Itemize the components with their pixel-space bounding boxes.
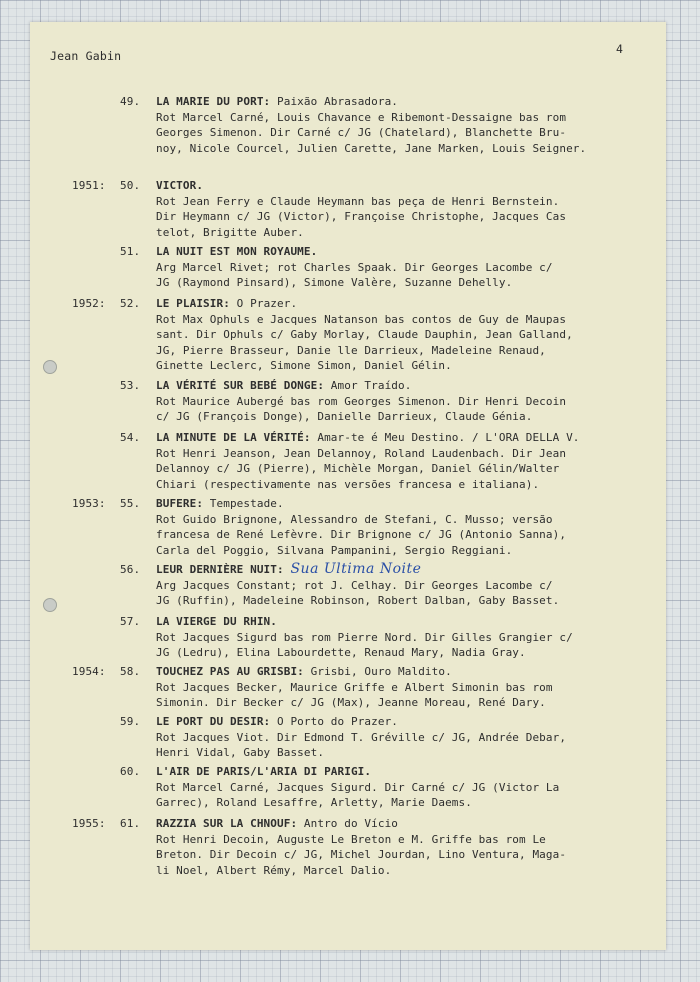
film-number: 49. bbox=[120, 95, 141, 108]
film-title: LA VÉRITÉ SUR BEBÉ DONGE: bbox=[156, 379, 325, 392]
film-number: 54. bbox=[120, 431, 141, 444]
film-translated-title: Amar-te é Meu Destino. / L'ORA DELLA V. bbox=[310, 431, 580, 444]
film-credit-line: francesa de René Lefèvre. Dir Brignone c/ JG (Antonio Sanna), bbox=[156, 528, 567, 541]
film-title-line bbox=[156, 614, 656, 630]
film-title-line bbox=[156, 562, 656, 578]
film-number: 55. bbox=[120, 497, 141, 510]
film-credit-line: li Noel, Albert Rémy, Marcel Dalio. bbox=[156, 863, 392, 877]
film-title: L'AIR DE PARIS/L'ARIA DI PARIGI. bbox=[156, 765, 372, 778]
film-credit-line: Carla del Poggio, Silvana Pampanini, Sergio Reggiani. bbox=[156, 543, 513, 557]
film-credit-line: Rot Henri Jeanson, Jean Delannoy, Roland Laudenbach. Dir Jean bbox=[156, 446, 567, 460]
film-number: 56. bbox=[120, 563, 141, 576]
film-translated-title: Antro do Vício bbox=[297, 817, 399, 830]
film-title: LE PLAISIR: bbox=[156, 297, 230, 310]
film-details bbox=[156, 816, 656, 878]
film-credit-line: Henri Vidal, Gaby Basset. bbox=[156, 746, 325, 759]
film-title: BUFERE: bbox=[156, 497, 204, 510]
film-number: 59. bbox=[120, 715, 141, 728]
film-number: 52. bbox=[120, 297, 141, 310]
film-credit-line: sant. Dir Ophuls c/ Gaby Morlay, Claude Dauphin, Jean Galland, bbox=[156, 328, 573, 341]
film-title-line bbox=[156, 430, 656, 446]
film-credit-line: Rot Max Ophuls e Jacques Natanson bas contos de Guy de Maupas bbox=[156, 312, 567, 326]
film-credit-line: Rot Guido Brignone, Alessandro de Stefani, C. Musso; versão bbox=[156, 512, 553, 526]
film-title-line bbox=[156, 94, 656, 110]
film-title-line bbox=[156, 496, 656, 512]
film-details bbox=[156, 430, 656, 492]
film-title-line bbox=[156, 664, 656, 680]
film-title: TOUCHEZ PAS AU GRISBI: bbox=[156, 665, 304, 678]
film-title: LA VIERGE DU RHIN. bbox=[156, 615, 278, 628]
film-credit-line: JG (Ruffin), Madeleine Robinson, Robert Dalban, Gaby Basset. bbox=[156, 594, 560, 607]
film-credit-line: Simonin. Dir Becker c/ JG (Max), Jeanne Moreau, René Dary. bbox=[156, 696, 546, 709]
film-title: VICTOR. bbox=[156, 179, 204, 192]
film-translated-title: O Prazer. bbox=[229, 297, 298, 310]
film-title: LA NUIT EST MON ROYAUME. bbox=[156, 245, 318, 258]
film-number: 60. bbox=[120, 765, 141, 778]
film-translated-title: Paixão Abrasadora. bbox=[270, 95, 399, 108]
film-credit-line: JG (Raymond Pinsard), Simone Valère, Suzanne Dehelly. bbox=[156, 276, 513, 289]
handwritten-annotation: Sua Ultima Noite bbox=[290, 561, 422, 577]
film-credit-line: Arg Jacques Constant; rot J. Celhay. Dir Georges Lacombe c/ bbox=[156, 578, 553, 592]
film-year: 1955: bbox=[72, 817, 106, 830]
film-translated-title: Tempestade. bbox=[203, 497, 284, 510]
film-number: 61. bbox=[120, 817, 141, 830]
film-credit-line: Rot Marcel Carné, Jacques Sigurd. Dir Carné c/ JG (Victor La bbox=[156, 780, 560, 794]
film-credit-line: Rot Jacques Sigurd bas rom Pierre Nord. Dir Gilles Grangier c/ bbox=[156, 630, 573, 644]
film-title: LE PORT DU DESIR: bbox=[156, 715, 271, 728]
film-title-line bbox=[156, 378, 656, 394]
film-details bbox=[156, 244, 656, 291]
film-details bbox=[156, 296, 656, 374]
film-details bbox=[156, 764, 656, 811]
film-number: 50. bbox=[120, 179, 141, 192]
page-number: 4 bbox=[616, 42, 624, 56]
film-number: 53. bbox=[120, 379, 141, 392]
film-credit-line: Rot Jean Ferry e Claude Heymann bas peça de Henri Bernstein. bbox=[156, 194, 560, 208]
film-credit-line: c/ JG (François Donge), Danielle Darrieux, Claude Génia. bbox=[156, 410, 533, 423]
film-translated-title: O Porto do Prazer. bbox=[270, 715, 399, 728]
film-title-line bbox=[156, 178, 656, 194]
film-title-line bbox=[156, 764, 656, 780]
film-translated-title: Grisbi, Ouro Maldito. bbox=[303, 665, 452, 678]
film-details bbox=[156, 614, 656, 661]
film-title: RAZZIA SUR LA CHNOUF: bbox=[156, 817, 298, 830]
film-number: 57. bbox=[120, 615, 141, 628]
film-credit-line: Rot Jacques Becker, Maurice Griffe e Albert Simonin bas rom bbox=[156, 680, 553, 694]
film-credit-line: Breton. Dir Decoin c/ JG, Michel Jourdan, Lino Ventura, Maga- bbox=[156, 848, 567, 861]
film-year: 1951: bbox=[72, 179, 106, 192]
film-credit-line: Rot Jacques Viot. Dir Edmond T. Gréville c/ JG, Andrée Debar, bbox=[156, 730, 567, 744]
film-year: 1954: bbox=[72, 665, 106, 678]
film-credit-line: Rot Henri Decoin, Auguste Le Breton e M. Griffe bas rom Le bbox=[156, 832, 546, 846]
film-credit-line: Arg Marcel Rivet; rot Charles Spaak. Dir Georges Lacombe c/ bbox=[156, 260, 553, 274]
film-details bbox=[156, 178, 656, 240]
film-details bbox=[156, 664, 656, 711]
film-title-line bbox=[156, 296, 656, 312]
film-title-line bbox=[156, 816, 656, 832]
document-page bbox=[30, 22, 666, 950]
film-year: 1952: bbox=[72, 297, 106, 310]
film-credit-line: JG, Pierre Brasseur, Danie lle Darrieux, Madeleine Renaud, bbox=[156, 343, 546, 357]
film-details bbox=[156, 496, 656, 558]
film-credit-line: Dir Heymann c/ JG (Victor), Françoise Christophe, Jacques Cas bbox=[156, 210, 567, 223]
film-credit-line: Georges Simenon. Dir Carné c/ JG (Chatelard), Blanchette Bru- bbox=[156, 126, 567, 139]
film-credit-line: JG (Ledru), Elina Labourdette, Renaud Mary, Nadia Gray. bbox=[156, 646, 526, 659]
film-title-line bbox=[156, 714, 656, 730]
film-credit-line: Rot Maurice Aubergé bas rom Georges Simenon. Dir Henri Decoin bbox=[156, 394, 567, 408]
film-details bbox=[156, 562, 656, 609]
film-credit-line: Chiari (respectivamente nas versões francesa e italiana). bbox=[156, 477, 540, 491]
film-number: 58. bbox=[120, 665, 141, 678]
film-details bbox=[156, 94, 656, 156]
film-credit-line: Ginette Leclerc, Simone Simon, Daniel Gélin. bbox=[156, 359, 452, 372]
film-title-line bbox=[156, 244, 656, 260]
film-title: LEUR DERNIÈRE NUIT: bbox=[156, 563, 284, 576]
film-year: 1953: bbox=[72, 497, 106, 510]
film-title: LA MINUTE DE LA VÉRITÉ: bbox=[156, 431, 311, 444]
film-details bbox=[156, 378, 656, 425]
film-number: 51. bbox=[120, 245, 141, 258]
film-credit-line: telot, Brigitte Auber. bbox=[156, 225, 304, 239]
film-credit-line: Rot Marcel Carné, Louis Chavance e Ribemont-Dessaigne bas rom bbox=[156, 110, 567, 124]
film-credit-line: Delannoy c/ JG (Pierre), Michèle Morgan, Daniel Gélin/Walter bbox=[156, 462, 560, 475]
author-header: Jean Gabin bbox=[50, 49, 122, 63]
film-credit-line: noy, Nicole Courcel, Julien Carette, Jane Marken, Louis Seigner. bbox=[156, 141, 587, 155]
film-translated-title: Amor Traído. bbox=[324, 379, 412, 392]
film-details bbox=[156, 714, 656, 761]
film-credit-line: Garrec), Roland Lesaffre, Arletty, Marie Daems. bbox=[156, 796, 472, 809]
punch-hole bbox=[43, 598, 57, 612]
film-title: LA MARIE DU PORT: bbox=[156, 95, 271, 108]
punch-hole bbox=[43, 360, 57, 374]
